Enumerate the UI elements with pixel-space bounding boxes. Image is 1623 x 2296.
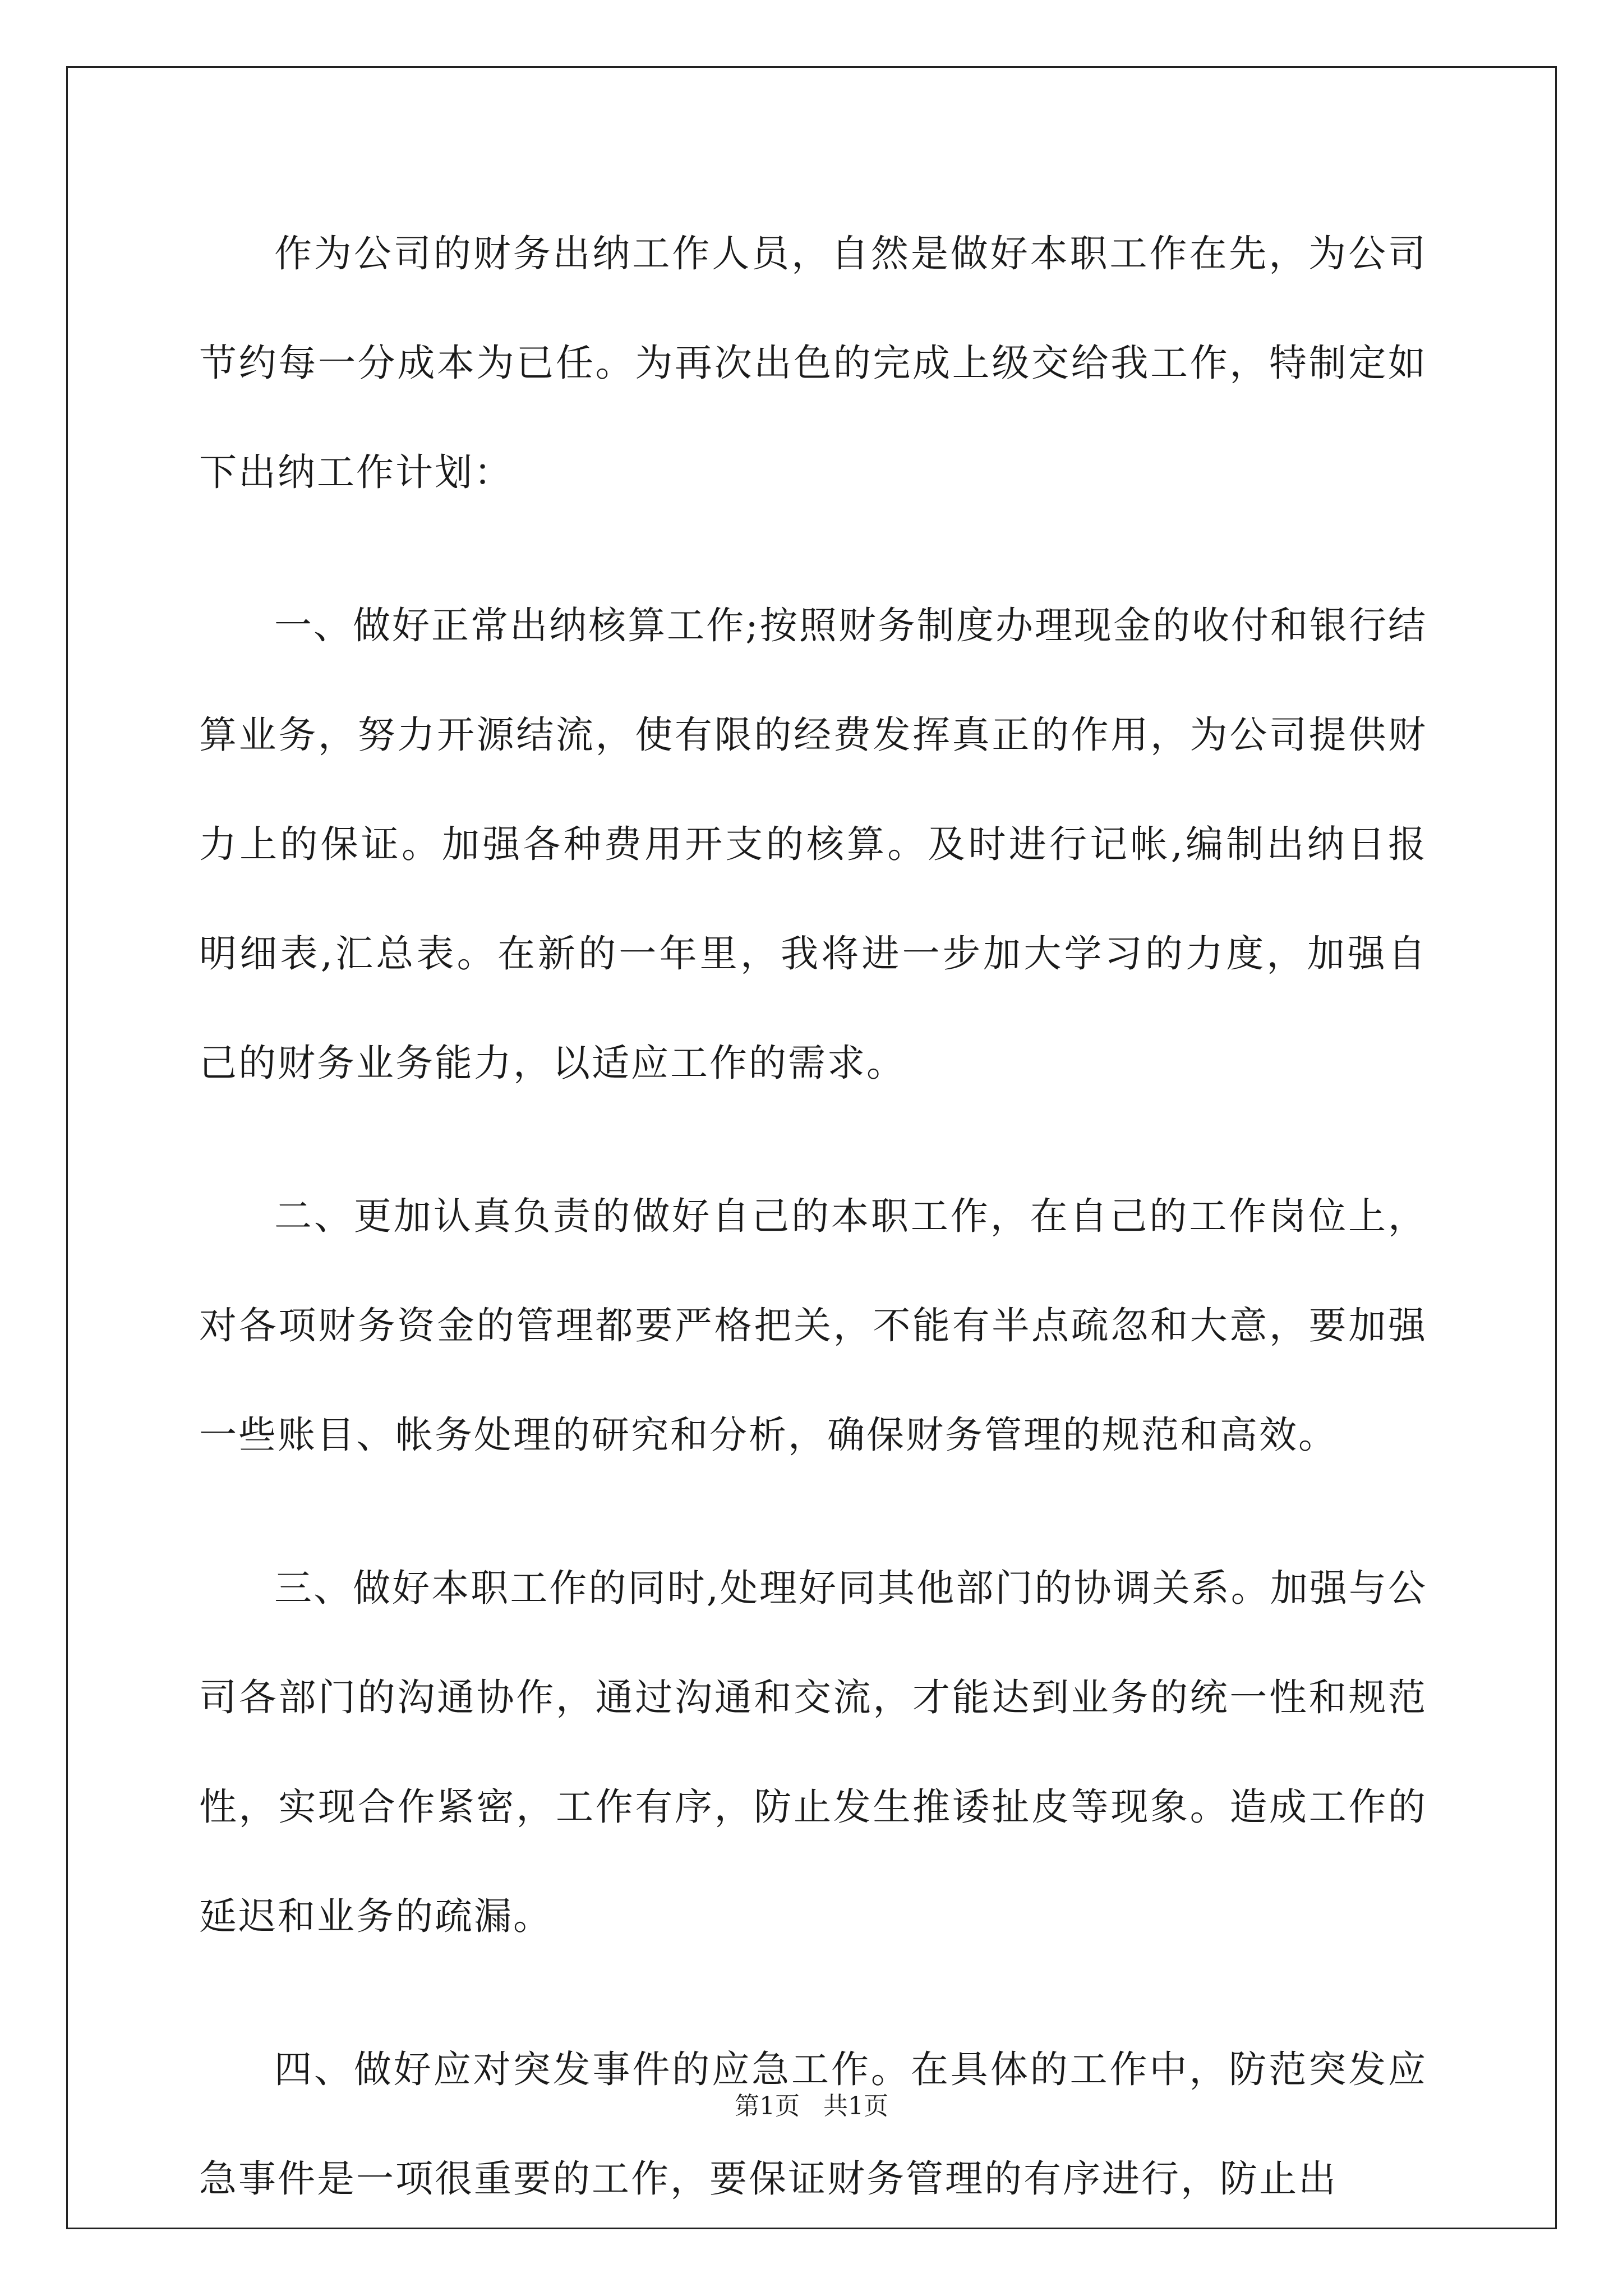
- page-number-footer: 第1页 共1页: [735, 2092, 888, 2120]
- paragraph-item-3: 三、做好本职工作的同时,处理好同其他部门的协调关系。加强与公司各部门的沟通协作，通过沟通和交流，才能达到业务的统一性和规范性，实现合作紧密，工作有序，防止发生推诿扯皮等现象。造成工作的延迟和业务的疏漏。: [199, 1566, 1427, 1938]
- document-body: [199, 199, 1427, 2277]
- paragraph-item-4: 四、做好应对突发事件的应急工作。在具体的工作中，防范突发应急事件是一项很重要的工作，要保证财务管理的有序进行，防止出: [199, 2047, 1427, 2201]
- paragraph-intro: 作为公司的财务出纳工作人员，自然是做好本职工作在先，为公司节约每一分成本为已任。为再次出色的完成上级交给我工作，特制定如下出纳工作计划：: [199, 232, 1427, 494]
- paragraph-item-1: 一、做好正常出纳核算工作;按照财务制度办理现金的收付和银行结算业务，努力开源结流，使有限的经费发挥真正的作用，为公司提供财力上的保证。加强各种费用开支的核算。及时进行记帐,编制出纳日报明细表,汇总表。在新的一年里，我将进一步加大学习的力度，加强自己的财务业务能力，以适应工作的需求。: [199, 604, 1427, 1085]
- paragraph-item-2: 二、更加认真负责的做好自己的本职工作，在自己的工作岗位上，对各项财务资金的管理都要严格把关，不能有半点疏忽和大意，要加强一些账目、帐务处理的研究和分析，确保财务管理的规范和高效。: [199, 1194, 1427, 1457]
